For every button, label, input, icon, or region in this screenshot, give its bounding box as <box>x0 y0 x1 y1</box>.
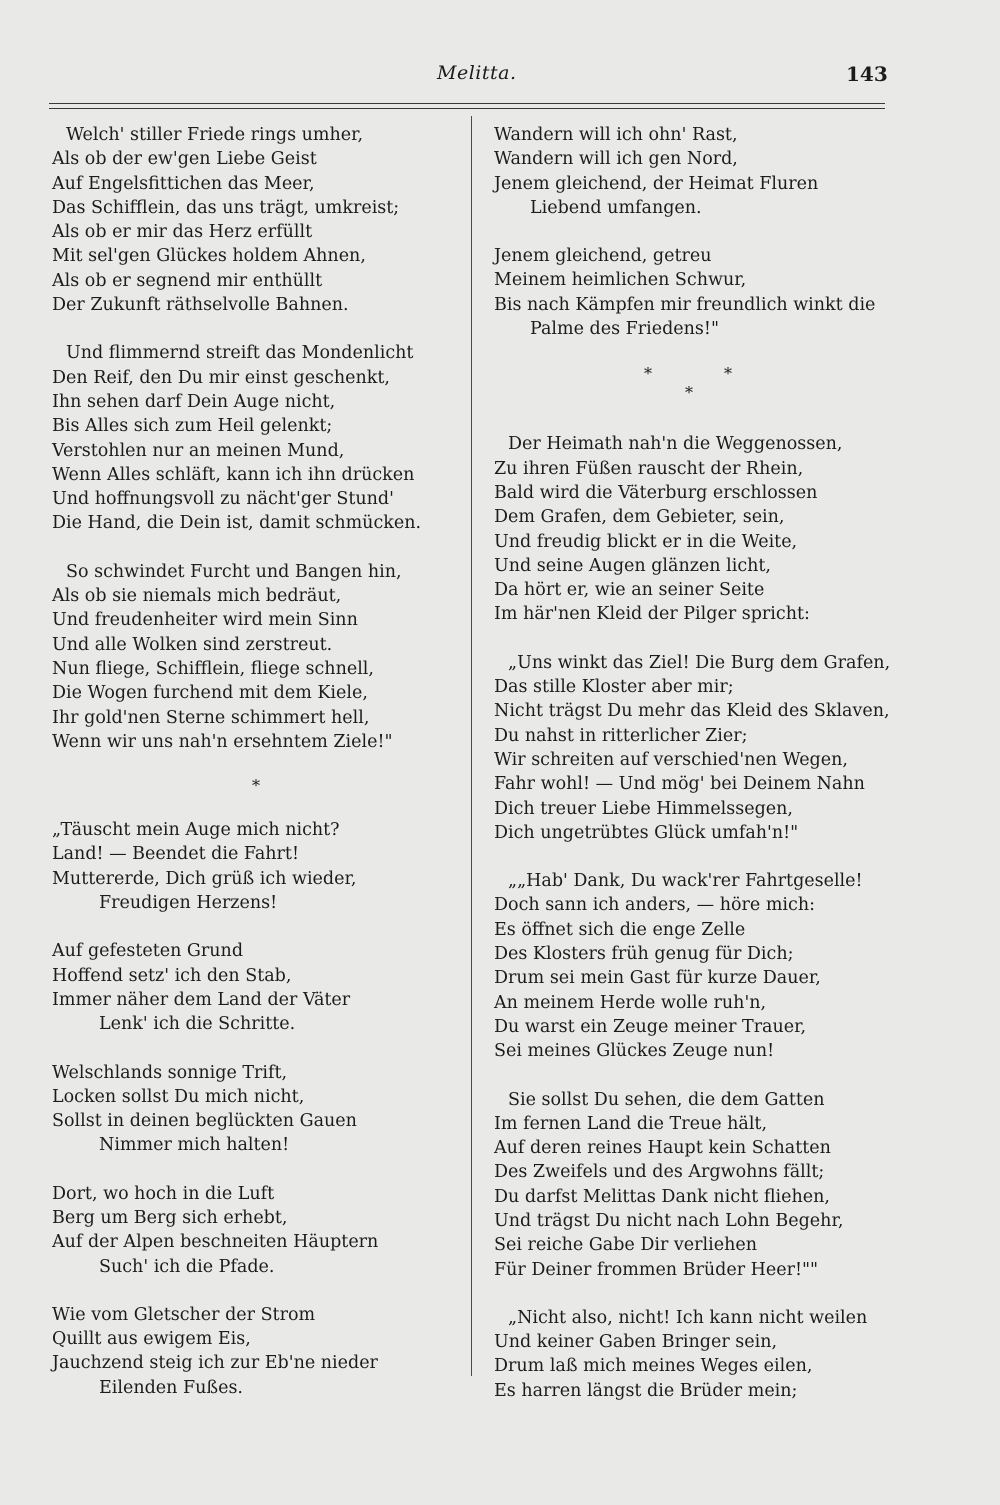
verse-line: Liebend umfangen. <box>530 197 702 218</box>
verse-line: Und hoffnungsvoll zu nächt'ger Stund' <box>52 489 394 510</box>
verse-line: Lenk' ich die Schritte. <box>99 1014 296 1035</box>
stanza-gap <box>52 536 464 560</box>
verse-line: Du nahst in ritterlicher Zier; <box>494 725 748 746</box>
verse-line: Da hört er, wie an seiner Seite <box>494 580 765 601</box>
stanza-gap <box>52 1037 464 1061</box>
verse-line: Welch' stiller Friede rings umher, <box>66 125 364 145</box>
stanza <box>494 651 894 845</box>
verse-line: Palme des Friedens!" <box>530 319 719 340</box>
verse-line: Bis Alles sich zum Heil gelenkt; <box>52 416 333 437</box>
running-head <box>0 58 1000 92</box>
verse-line: Mit sel'gen Glückes holdem Ahnen, <box>52 246 366 267</box>
verse-line: Immer näher dem Land der Väter <box>52 989 351 1010</box>
stanza-gap <box>494 341 894 365</box>
column-divider-rule <box>471 116 472 1376</box>
stanza-gap <box>494 220 894 244</box>
running-title: Melitta. <box>437 62 517 84</box>
verse-line: Für Deiner frommen Brüder Heer!"" <box>494 1259 819 1280</box>
verse-line: Im här'nen Kleid der Pilger spricht: <box>494 604 810 625</box>
stanza-gap <box>494 1282 894 1306</box>
verse-line: Und alle Wolken sind zerstreut. <box>52 634 333 655</box>
stanza-gap <box>52 754 464 774</box>
verse-line: Bis nach Kämpfen mir freundlich winkt die <box>494 294 876 315</box>
stanza-gap <box>52 798 464 818</box>
right-column <box>494 123 894 1403</box>
stanza <box>52 1061 464 1158</box>
verse-line: Wenn Alles schläft, kann ich ihn drücken <box>52 464 415 485</box>
verse-line: Des Klosters früh genug für Dich; <box>494 944 794 965</box>
verse-line: Welschlands sonnige Trift, <box>52 1062 288 1083</box>
verse-line: Such' ich die Pfade. <box>99 1256 275 1277</box>
verse-line: Sei meines Glückes Zeuge nun! <box>494 1041 775 1062</box>
verse-line: Fahr wohl! — Und mög' bei Deinem Nahn <box>494 774 865 795</box>
verse-line: Der Zukunft räthselvolle Bahnen. <box>52 295 349 316</box>
verse-line: So schwindet Furcht und Bangen hin, <box>66 561 402 582</box>
stanza <box>494 123 894 220</box>
stanza <box>52 1182 464 1279</box>
verse-line: „Nicht also, nicht! Ich kann nicht weilen <box>508 1307 868 1328</box>
stanza <box>52 560 464 754</box>
verse-line: Das stille Kloster aber mir; <box>494 677 734 698</box>
verse-line: Wenn wir uns nah'n ersehntem Ziele!" <box>52 731 393 752</box>
stanza <box>52 939 464 1036</box>
verse-line: Als ob der ew'gen Liebe Geist <box>52 149 317 170</box>
verse-line: Und keiner Gaben Bringer sein, <box>494 1332 778 1353</box>
verse-line: Als ob sie niemals mich bedräut, <box>52 586 342 607</box>
verse-line: Es öffnet sich die enge Zelle <box>494 919 746 940</box>
verse-line: Auf Engelsfittichen das Meer, <box>52 173 315 194</box>
verse-line: Du darfst Melittas Dank nicht fliehen, <box>494 1186 830 1207</box>
verse-line: Und freudig blickt er in die Weite, <box>494 531 798 552</box>
verse-line: Jenem gleichend, getreu <box>494 246 712 267</box>
section-divider <box>494 365 894 383</box>
verse-line: Und trägst Du nicht nach Lohn Begehr, <box>494 1210 844 1231</box>
verse-line: Sei reiche Gabe Dir verliehen <box>494 1235 757 1256</box>
stanza-gap <box>52 317 464 341</box>
stanza <box>494 1088 894 1282</box>
verse-line: Hoffend setz' ich den Stab, <box>52 965 292 986</box>
verse-line: Und flimmernd streift das Mondenlicht <box>66 343 414 364</box>
verse-line: Locken sollst Du mich nicht, <box>52 1086 305 1107</box>
verse-line: Wandern will ich gen Nord, <box>494 149 738 170</box>
stanza-gap <box>494 845 894 869</box>
verse-line: Nicht trägst Du mehr das Kleid des Sklaven, <box>494 701 890 722</box>
verse-line: Der Heimath nah'n die Weggenossen, <box>508 434 843 455</box>
verse-line: „„Hab' Dank, Du wack'rer Fahrtgeselle! <box>508 871 863 892</box>
asterisk: * <box>252 776 260 796</box>
verse-line: Nimmer mich halten! <box>99 1135 290 1156</box>
verse-line: Wandern will ich ohn' Rast, <box>494 125 738 145</box>
verse-line: Jenem gleichend, der Heimat Fluren <box>494 173 819 194</box>
stanza <box>52 818 464 915</box>
verse-line: Das Schifflein, das uns trägt, umkreist; <box>52 197 400 218</box>
verse-line: Als ob er segnend mir enthüllt <box>52 270 323 291</box>
stanza-gap <box>52 1158 464 1182</box>
verse-line: Und seine Augen glänzen licht, <box>494 555 771 576</box>
verse-line: Jauchzend steig ich zur Eb'ne nieder <box>52 1353 378 1374</box>
stanza-gap <box>494 1064 894 1088</box>
verse-line: Muttererde, Dich grüß ich wieder, <box>52 868 357 889</box>
page-number: 143 <box>846 62 888 86</box>
verse-line: Drum laß mich meines Weges eilen, <box>494 1356 813 1377</box>
verse-line: „Uns winkt das Ziel! Die Burg dem Grafen, <box>508 652 891 673</box>
verse-line: Dem Grafen, dem Gebieter, sein, <box>494 507 785 528</box>
verse-line: Den Reif, den Du mir einst geschenkt, <box>52 367 390 388</box>
stanza <box>494 869 894 1063</box>
left-column <box>52 123 464 1400</box>
verse-line: Wir schreiten auf verschied'nen Wegen, <box>494 749 848 770</box>
stanza <box>494 244 894 341</box>
stanza <box>494 1306 894 1403</box>
verse-line: Zu ihren Füßen rauscht der Rhein, <box>494 458 804 479</box>
verse-line: An meinem Herde wolle ruh'n, <box>494 992 767 1013</box>
stanza-gap <box>52 915 464 939</box>
verse-line: Es harren längst die Brüder mein; <box>494 1380 798 1401</box>
header-double-rule <box>49 103 885 109</box>
asterisk: * <box>644 364 652 384</box>
verse-line: Die Wogen furchend mit dem Kiele, <box>52 683 368 704</box>
verse-line: „Täuscht mein Auge mich nicht? <box>52 820 340 841</box>
verse-line: Meinem heimlichen Schwur, <box>494 270 747 291</box>
stanza <box>494 432 894 626</box>
verse-line: Doch sann ich anders, — höre mich: <box>494 895 815 916</box>
stanza-gap <box>494 627 894 651</box>
stanza <box>52 1303 464 1400</box>
verse-line: Bald wird die Väterburg erschlossen <box>494 482 818 503</box>
section-divider-lower <box>494 383 894 403</box>
verse-line: Die Hand, die Dein ist, damit schmücken. <box>52 513 422 534</box>
verse-line: Sollst in deinen beglückten Gauen <box>52 1111 357 1132</box>
verse-line: Auf gefesteten Grund <box>52 941 244 962</box>
verse-line: Ihr gold'nen Sterne schimmert hell, <box>52 707 370 728</box>
verse-line: Dich ungetrübtes Glück umfah'n!" <box>494 822 799 843</box>
verse-line: Des Zweifels und des Argwohns fällt; <box>494 1162 825 1183</box>
section-divider <box>52 774 464 798</box>
verse-line: Im fernen Land die Treue hält, <box>494 1113 768 1134</box>
verse-line: Als ob er mir das Herz erfüllt <box>52 222 313 243</box>
verse-line: Quillt aus ewigem Eis, <box>52 1329 251 1350</box>
verse-line: Dort, wo hoch in die Luft <box>52 1183 275 1204</box>
asterisk: * <box>724 364 732 384</box>
stanza <box>52 123 464 317</box>
verse-line: Freudigen Herzens! <box>99 893 278 914</box>
stanza-gap <box>52 1279 464 1303</box>
asterisk: * <box>685 383 693 403</box>
verse-line: Du warst ein Zeuge meiner Trauer, <box>494 1016 807 1037</box>
verse-line: Und freudenheiter wird mein Sinn <box>52 610 358 631</box>
verse-line: Auf der Alpen beschneiten Häuptern <box>52 1232 379 1253</box>
verse-line: Drum sei mein Gast für kurze Dauer, <box>494 968 821 989</box>
verse-line: Wie vom Gletscher der Strom <box>52 1304 316 1325</box>
verse-line: Dich treuer Liebe Himmelssegen, <box>494 798 793 819</box>
verse-line: Verstohlen nur an meinen Mund, <box>52 440 345 461</box>
verse-line: Sie sollst Du sehen, die dem Gatten <box>508 1089 825 1110</box>
stanza-gap <box>494 403 894 432</box>
verse-line: Land! — Beendet die Fahrt! <box>52 844 299 865</box>
verse-line: Nun fliege, Schifflein, fliege schnell, <box>52 658 374 679</box>
verse-line: Auf deren reines Haupt kein Schatten <box>494 1138 831 1159</box>
verse-line: Ihn sehen darf Dein Auge nicht, <box>52 391 336 412</box>
stanza <box>52 341 464 535</box>
verse-line: Eilenden Fußes. <box>99 1377 243 1398</box>
verse-line: Berg um Berg sich erhebt, <box>52 1207 288 1228</box>
